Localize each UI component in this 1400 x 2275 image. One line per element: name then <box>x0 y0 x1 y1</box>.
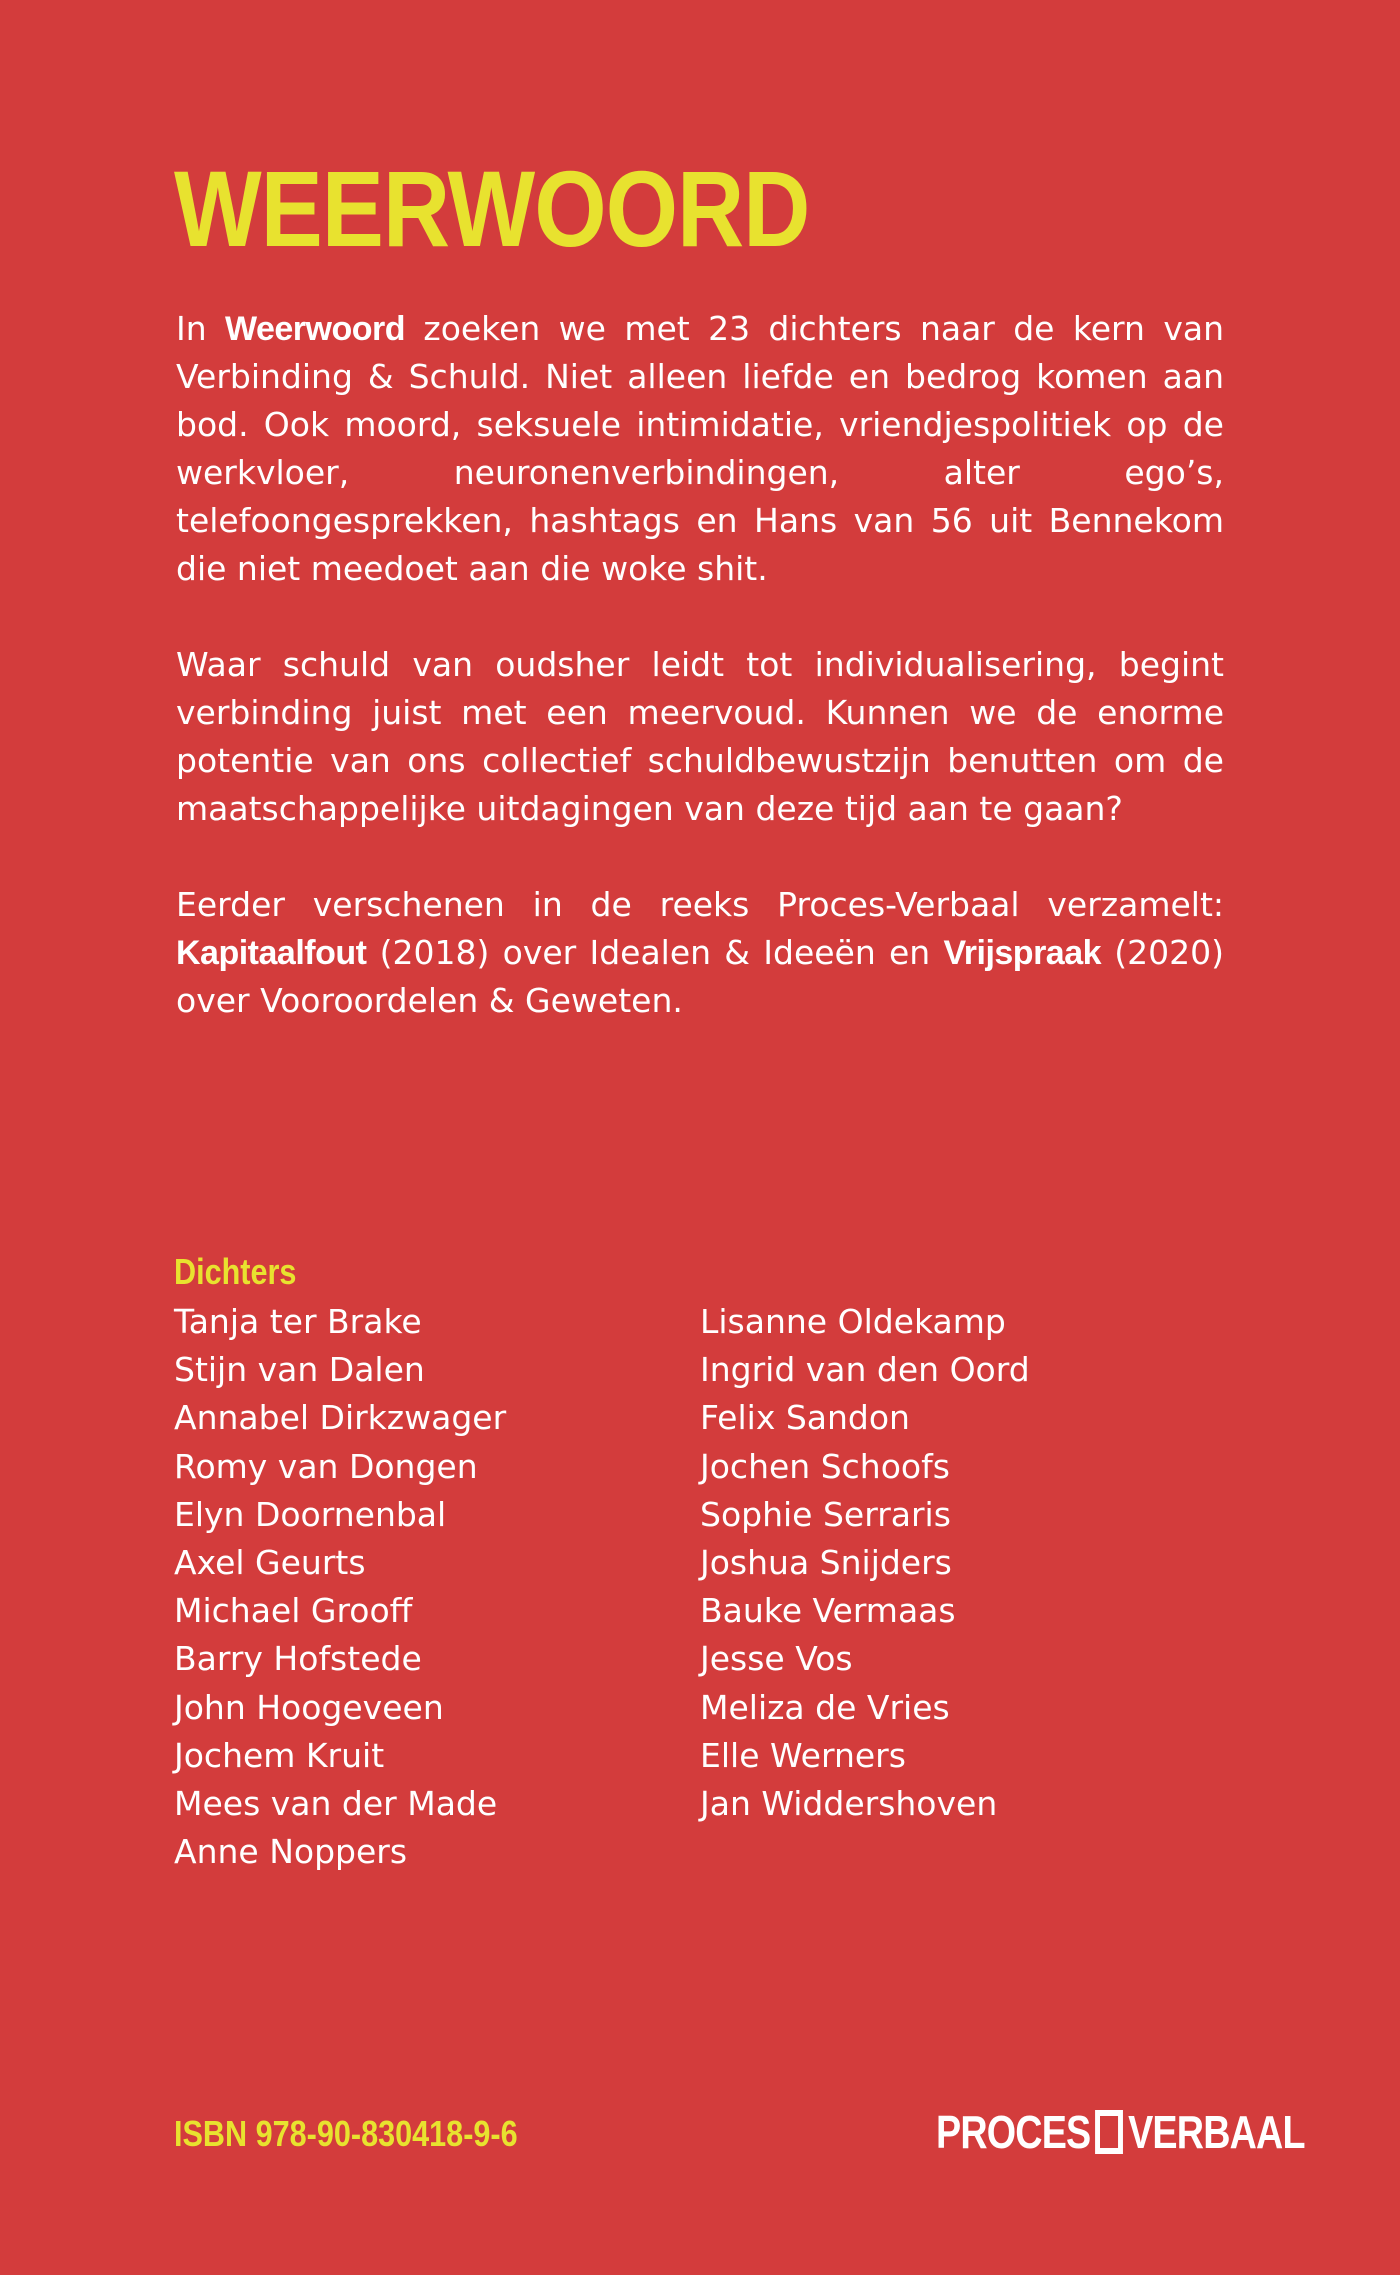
poet-name: Bauke Vermaas <box>700 1591 956 1631</box>
blurb-paragraph-3 <box>176 881 1224 1025</box>
logo-word-left: PROCES <box>936 2106 1091 2158</box>
poets-heading: Dichters <box>174 1251 297 1292</box>
poet-name: Annabel Dirkzwager <box>174 1398 507 1438</box>
logo-box-icon <box>1095 2110 1123 2154</box>
previous-book-2: Vrijspraak <box>943 934 1102 972</box>
poet-name: Michael Grooff <box>174 1591 413 1631</box>
poet-name: Elle Werners <box>700 1735 906 1775</box>
book-title: WEERWOORD <box>174 148 810 269</box>
poet-name: Mees van der Made <box>174 1784 498 1824</box>
paragraph-3-text-1: (2018) over Idealen & Ideeën en <box>366 933 944 972</box>
poet-name: Barry Hofstede <box>174 1639 422 1679</box>
paragraph-1-book-title: Weerwoord <box>225 310 406 348</box>
poet-name: Axel Geurts <box>174 1543 366 1583</box>
publisher-logo <box>936 2104 1305 2160</box>
poets-list-left <box>174 1298 506 1876</box>
poet-name: Meliza de Vries <box>700 1687 950 1727</box>
poet-name: Jochem Kruit <box>174 1735 385 1775</box>
poet-name: Felix Sandon <box>700 1398 910 1438</box>
poet-name: John Hoogeveen <box>174 1687 444 1727</box>
paragraph-3-intro: Eerder verschenen in de reeks Proces-Verbaal verzamelt: <box>176 885 1224 924</box>
logo-word-right: VERBAAL <box>1128 2106 1305 2158</box>
blurb-paragraph-2: Waar schuld van oudsher leidt tot individualisering, begint verbinding juist met een meervoud. Kunnen we de enorme potentie van ons collectief schuldbewustzijn benutten om de maatschappelijke uitdagingen van deze tijd aan te gaan? <box>176 645 1224 828</box>
poet-name: Ingrid van den Oord <box>700 1350 1030 1390</box>
poet-name: Lisanne Oldekamp <box>700 1302 1006 1341</box>
poet-name: Jesse Vos <box>700 1639 853 1679</box>
paragraph-3-text-2: (2020) over Vooroordelen & Geweten. <box>176 933 1224 1020</box>
poet-name: Anne Noppers <box>174 1832 408 1872</box>
poet-name: Jan Widdershoven <box>700 1784 998 1824</box>
poet-name: Stijn van Dalen <box>174 1350 425 1390</box>
blurb-paragraph-1 <box>176 305 1224 593</box>
poet-name: Joshua Snijders <box>700 1543 952 1583</box>
paragraph-1-text: zoeken we met 23 dichters naar de kern van Verbinding & Schuld. Niet alleen liefde en bedrog komen aan bod. Ook moord, seksuele intimidatie, vriendjespolitiek op de werkvloer, neuronenverbindingen, alter ego’s, telefoongesprekken, hashtags en Hans van 56 uit Bennekom die niet meedoet aan die woke shit. <box>176 309 1224 588</box>
previous-book-1: Kapitaalfout <box>176 934 367 972</box>
poet-name: Elyn Doornenbal <box>174 1494 447 1534</box>
poet-name: Jochen Schoofs <box>700 1446 950 1486</box>
poet-name: Sophie Serraris <box>700 1494 951 1534</box>
blurb <box>176 305 1224 1073</box>
isbn: ISBN 978-90-830418-9-6 <box>174 2113 518 2154</box>
paragraph-1-intro: In <box>176 309 225 348</box>
poet-name: Romy van Dongen <box>174 1446 478 1486</box>
poet-name: Tanja ter Brake <box>174 1302 422 1341</box>
poets-list-right <box>700 1298 1030 1828</box>
